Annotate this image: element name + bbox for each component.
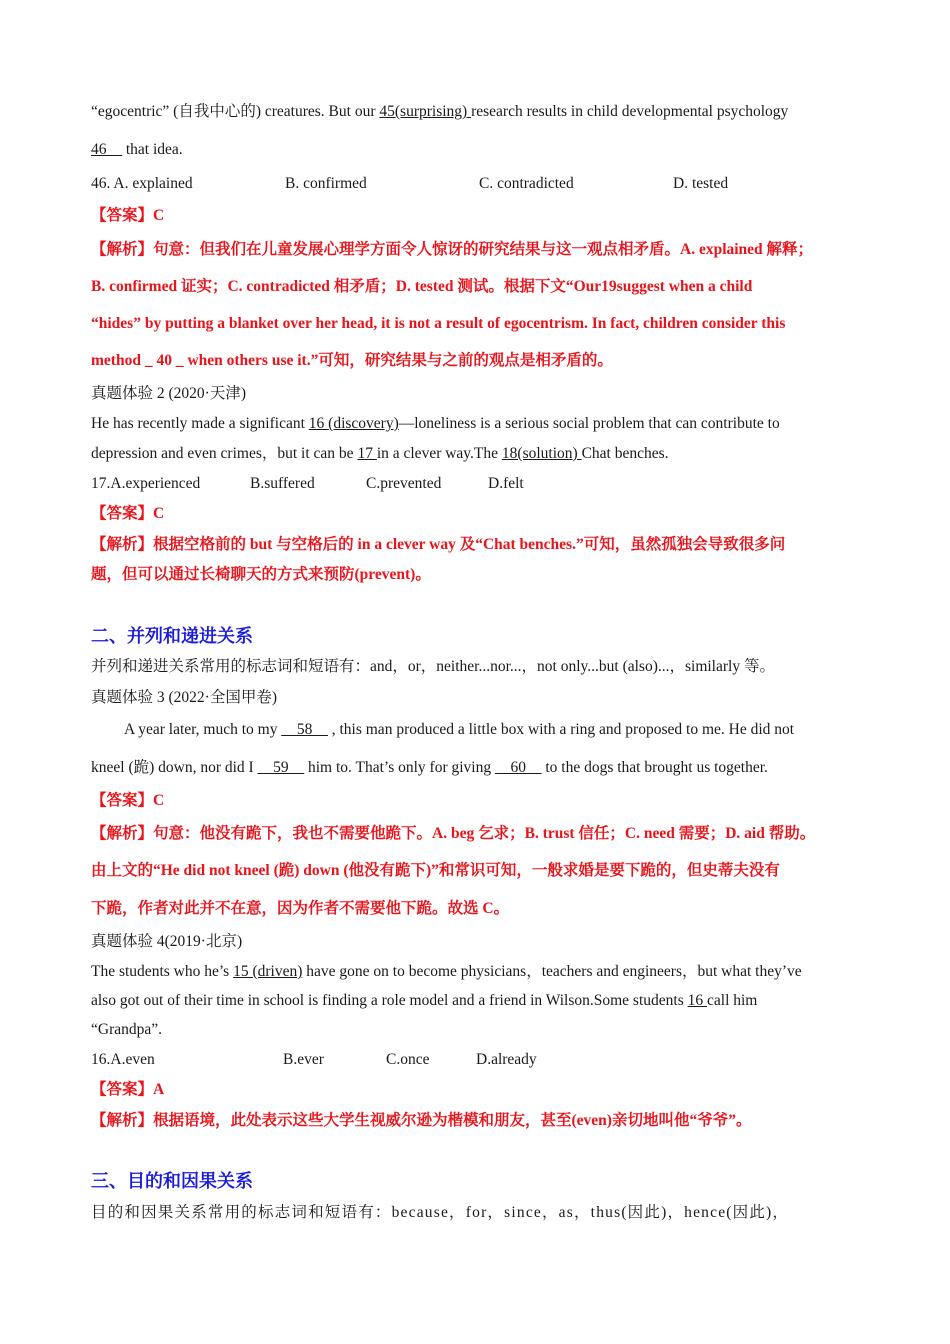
section-heading-3: 三、目的和因果关系 <box>91 1171 253 1191</box>
q4-answer: 【答案】A <box>91 1081 165 1098</box>
option-b: B.suffered <box>250 475 315 492</box>
option-b: B.ever <box>283 1051 324 1068</box>
q1-analysis-line4: method _ 40 _ when others use it.”可知，研究结果与之前的观点是相矛盾的。 <box>91 352 613 369</box>
q2-title: 真题体验 2 (2020·天津) <box>91 385 246 402</box>
q1-passage-line1: “egocentric” (自我中心的) creatures. But our 45(surprising) research results in child developmental psychology <box>91 103 789 120</box>
q3-analysis-line3: 下跪，作者对此并不在意，因为作者不需要他下跪。故选 C。 <box>91 900 510 917</box>
blank-58: __58__ <box>281 721 328 738</box>
q3-passage-line1: A year later, much to my __58__ , this man produced a little box with a ring and proposed to me. He did not <box>124 721 795 738</box>
q2-options <box>91 474 524 494</box>
q1-options <box>91 174 728 194</box>
q3-analysis-line1: 【解析】句意：他没有跪下，我也不需要他跪下。A. beg 乞求；B. trust 信任；C. need 需要；D. aid 帮助。 <box>91 825 816 842</box>
blank-45: 45(surprising) <box>379 103 472 120</box>
q1-passage-line2: 46__ that idea. <box>91 141 183 158</box>
option-d: D.already <box>476 1051 537 1068</box>
option-c: C.once <box>386 1051 430 1068</box>
q3-answer: 【答案】C <box>91 792 165 809</box>
q2-passage-line2: depression and even crimes，but it can be 17 in a clever way.The 18(solution) Chat benches. <box>91 445 669 462</box>
blank-16: 16 <box>687 992 707 1009</box>
q3-title: 真题体验 3 (2022·全国甲卷) <box>91 689 277 706</box>
q4-passage-line3: “Grandpa”. <box>91 1021 162 1038</box>
option-a: 16.A.even <box>91 1051 155 1068</box>
q1-analysis-line3: “hides” by putting a blanket over her head, it is not a result of egocentrism. In fact, children consider this <box>91 315 786 332</box>
q2-analysis-line1: 【解析】根据空格前的 but 与空格后的 in a clever way 及“Chat benches.”可知，虽然孤独会导致很多问 <box>91 536 786 553</box>
q4-passage-line2: also got out of their time in school is finding a role model and a friend in Wilson.Some students 16 call him <box>91 992 758 1009</box>
blank-16: 16 (discovery) <box>308 415 399 432</box>
option-c: C.prevented <box>366 475 442 492</box>
q2-answer: 【答案】C <box>91 505 165 522</box>
q4-passage-line1: The students who he’s 15 (driven) have gone on to become physicians，teachers and engineers，but what they’ve <box>91 963 802 980</box>
option-a: 46. A. explained <box>91 175 193 192</box>
option-b: B. confirmed <box>285 175 367 192</box>
q1-answer: 【答案】C <box>91 207 165 224</box>
blank-46: 46__ <box>91 141 122 158</box>
q1-analysis-line1: 【解析】句意：但我们在儿童发展心理学方面令人惊讶的研究结果与这一观点相矛盾。A. explained 解释； <box>91 241 814 258</box>
option-c: C. contradicted <box>479 175 574 192</box>
q3-passage-line2: kneel (跪) down, nor did I __59__ him to. That’s only for giving __60__ to the dogs that brought us together. <box>91 759 768 776</box>
section2-intro: 并列和递进关系常用的标志词和短语有：and，or，neither...nor...，not only...but (also)...，similarly 等。 <box>91 658 775 675</box>
section3-intro: 目的和因果关系常用的标志词和短语有：because，for，since，as，thus(因此)，hence(因此)， <box>91 1204 790 1221</box>
option-d: D.felt <box>488 475 524 492</box>
q1-analysis-line2: B. confirmed 证实；C. contradicted 相矛盾；D. tested 测试。根据下文“Our19suggest when a child <box>91 278 753 295</box>
q2-passage-line1: He has recently made a significant 16 (discovery)—loneliness is a serious social problem that can contribute to <box>91 415 780 432</box>
blank-17: 17 <box>357 445 377 462</box>
blank-60: __60__ <box>494 759 542 776</box>
option-a: 17.A.experienced <box>91 475 201 492</box>
q2-analysis-line2: 题，但可以通过长椅聊天的方式来预防(prevent)。 <box>91 566 431 583</box>
option-d: D. tested <box>673 175 729 192</box>
blank-15: 15 (driven) <box>233 963 303 980</box>
q4-title: 真题体验 4(2019·北京) <box>91 933 243 950</box>
blank-18: 18(solution) <box>501 445 582 462</box>
section-heading-2: 二、并列和递进关系 <box>91 626 253 646</box>
blank-59: __59__ <box>257 759 305 776</box>
q4-analysis-line1: 【解析】根据语境，此处表示这些大学生视威尔逊为楷模和朋友，甚至(even)亲切地叫他“爷爷”。 <box>91 1112 752 1129</box>
q4-options <box>91 1050 537 1070</box>
q3-analysis-line2: 由上文的“He did not kneel (跪) down (他没有跪下)”和常识可知，一般求婚是要下跪的，但史蒂夫没有 <box>91 862 780 879</box>
